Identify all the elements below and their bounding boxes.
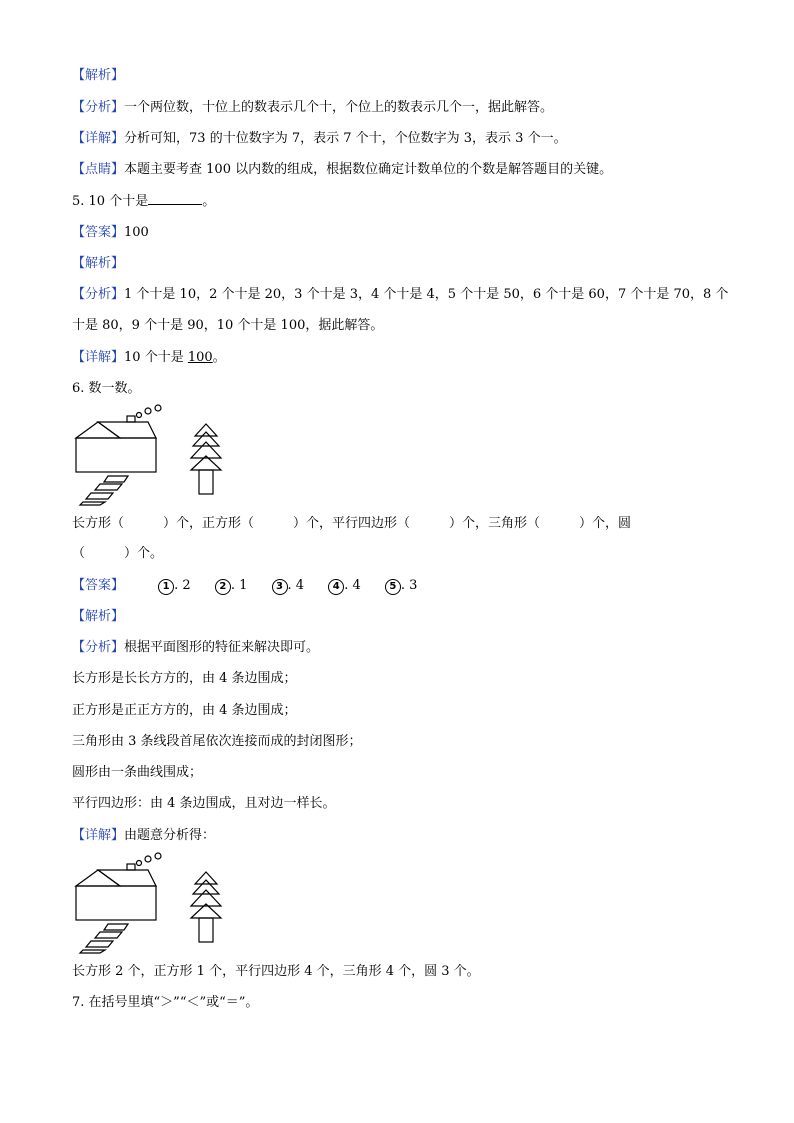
chimney-square [127,416,135,422]
circled-number: 5 [385,579,401,595]
line-fenxi-5-cont [72,316,383,336]
result-6-text: 长方形 2 个，正方形 1 个，平行四边形 4 个，三角形 4 个，圆 3 个。 [72,964,480,979]
question-6-text: 6. 数一数。 [72,381,141,396]
fenxi-5-cont: 十是 80，9 个十是 90，10 个十是 100，据此解答。 [72,318,384,333]
xiangjie-5-end: 。 [212,350,226,365]
tag-daan: 【答案】 [72,578,125,593]
question-7-text: 7. 在括号里填“＞”“＜”或“＝”。 [72,995,259,1010]
answer-item [272,576,305,596]
circled-number: 2 [215,579,231,595]
line-jiexi-6 [72,607,124,627]
answer-item [328,576,361,596]
tag-xiangjie: 【详解】 [72,131,125,146]
tag-jiexi: 【解析】 [72,68,125,83]
rule-text: 长方形是长长方方的，由 4 条边围成； [72,671,297,686]
question-6 [72,379,141,399]
question-5 [72,192,215,212]
rule-text: 圆形由一条曲线围成； [72,765,203,780]
roof-triangle [76,870,120,886]
chimney-square [127,864,135,870]
answer-item [215,576,248,596]
line-fenxi-1 [72,98,553,118]
line-jiexi-1 [72,66,124,86]
tag-fenxi: 【分析】 [72,287,125,302]
xiangjie-5-answer: 100 [187,350,213,365]
question-5-end: 。 [202,194,216,209]
path-parallelogram [80,502,105,505]
xiangjie-5-pre: 10 个十是 [124,350,188,365]
smoke-circle [137,861,142,866]
roof-parallelogram [98,870,156,886]
question-6-fill2: （ ）个。 [72,546,164,561]
line-xiangjie-1 [72,129,567,149]
answer-value: . 2 [174,578,191,593]
path-parallelogram [86,493,113,499]
rule-square [72,701,297,721]
tree-trunk-rectangle [199,918,213,942]
answer-item [385,576,418,596]
house-rectangle [76,438,156,472]
shapes-figure-answer [72,852,232,954]
line-fenxi-6 [72,638,319,658]
xiangjie-6-text: 由题意分析得： [124,828,216,843]
line-xiangjie-5 [72,348,226,368]
smoke-circle [145,856,151,862]
tag-fenxi: 【分析】 [72,100,125,115]
circled-number: 4 [328,579,344,595]
question-6-fill-line2 [72,544,163,564]
line-xiangjie-6 [72,826,215,846]
answer-value: . 4 [287,578,305,593]
rule-triangle [72,732,362,752]
tree-triangle [195,872,217,884]
smoke-circle [137,413,142,418]
smoke-circle [155,853,161,859]
tag-daan: 【答案】 [72,225,125,240]
roof-triangle [76,422,120,438]
path-parallelogram [95,932,122,938]
answer-item [158,576,191,596]
dianjing-text: 本题主要考查 100 以内数的组成，根据数位确定计数单位的个数是解答题目的关键。 [124,162,613,177]
answer-value: . 3 [400,578,418,593]
fenxi-text: 一个两位数，十位上的数表示几个十，个位上的数表示几个一，据此解答。 [124,100,554,115]
shapes-figure [72,404,232,506]
tag-dianjing: 【点睛】 [72,162,125,177]
question-6-fill1: 长方形（ ）个，正方形（ ）个，平行四边形（ ）个，三角形（ ）个，圆 [72,516,632,531]
smoke-circle [145,408,151,414]
line-fenxi-5 [72,285,728,305]
daan-5-text: 100 [124,225,149,240]
rule-text: 三角形由 3 条线段首尾依次连接而成的封闭图形； [72,734,362,749]
tag-xiangjie: 【详解】 [72,350,125,365]
answer-value: . 4 [344,578,361,593]
question-7 [72,993,258,1013]
line-result-6 [72,962,480,982]
rule-circle [72,763,202,783]
fenxi-5-text: 1 个十是 10，2 个十是 20，3 个十是 3，4 个十是 4，5 个十是 50，6 个十是 60，7 个十是 70，8 个 [124,287,729,302]
line-jiexi-5 [72,254,124,274]
xiangjie-text: 分析可知，73 的十位数字为 7，表示 7 个十，个位数字为 3，表示 3 个一。 [124,131,567,146]
line-dianjing [72,160,612,180]
tag-fenxi: 【分析】 [72,640,125,655]
house-rectangle [76,886,156,920]
roof-parallelogram [98,422,156,438]
tag-jiexi: 【解析】 [72,256,125,271]
rule-text: 平行四边形：由 4 条边围成，且对边一样长。 [72,796,336,811]
rule-text: 正方形是正正方方的，由 4 条边围成； [72,703,297,718]
answer-value: . 1 [230,578,248,593]
tag-jiexi: 【解析】 [72,609,125,624]
tree-trunk-rectangle [199,470,213,494]
fenxi-6-text: 根据平面图形的特征来解决即可。 [124,640,320,655]
answer-blank [148,192,202,205]
path-parallelogram [80,950,105,953]
path-parallelogram [95,484,122,490]
circled-number: 3 [272,579,288,595]
path-parallelogram [104,476,128,482]
line-daan-6 [72,576,417,596]
rule-rectangle [72,669,297,689]
question-6-fill-line1 [72,514,631,534]
tag-xiangjie: 【详解】 [72,828,125,843]
path-parallelogram [104,924,128,930]
rule-parallelogram [72,794,336,814]
smoke-circle [155,405,161,411]
circled-number: 1 [158,579,174,595]
line-daan-5 [72,223,149,243]
tree-triangle [195,424,217,436]
question-5-text: 5. 10 个十是 [72,194,149,209]
path-parallelogram [86,941,113,947]
